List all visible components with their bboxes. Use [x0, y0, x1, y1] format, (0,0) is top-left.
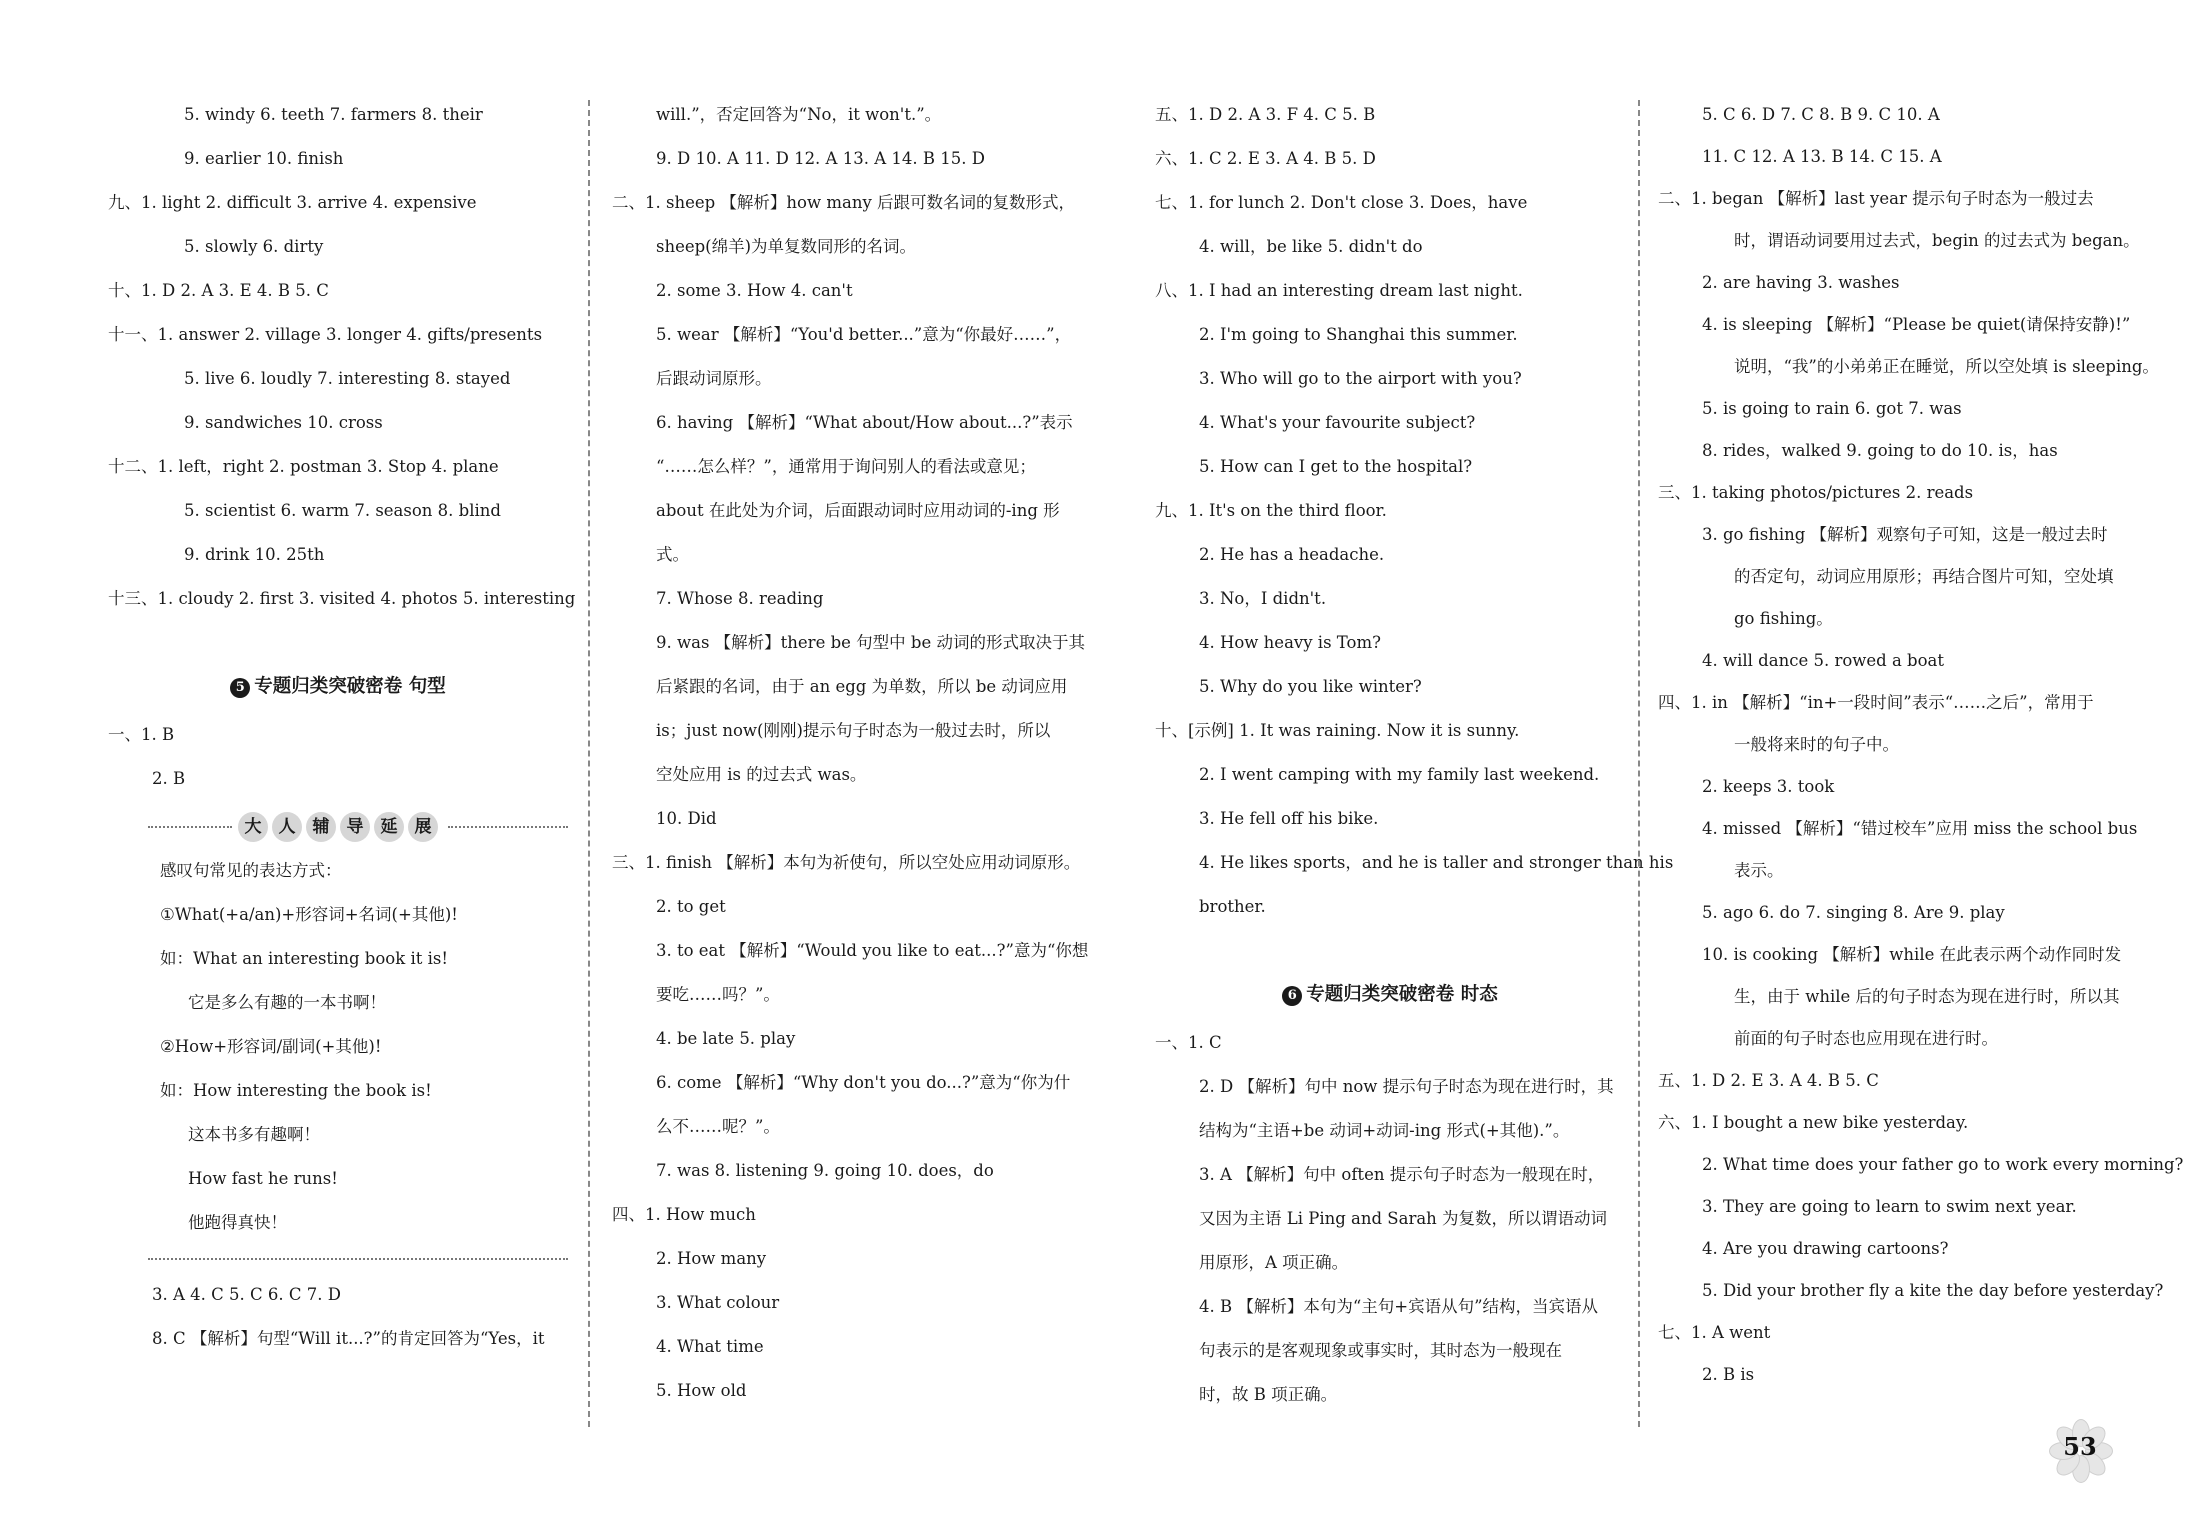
page-number-badge — [2048, 1418, 2112, 1482]
expand-title-char: 延 — [374, 812, 404, 842]
answer-line: 3. No，I didn't. — [1199, 589, 1327, 608]
answer-line: 5. ago 6. do 7. singing 8. Are 9. play — [1702, 903, 2005, 922]
section-title: 专题归类突破密卷 时态 — [1306, 984, 1498, 1005]
answer-line: brother. — [1199, 897, 1266, 916]
column-4 — [1658, 100, 2184, 1419]
answer-line: 5. How can I get to the hospital? — [1199, 457, 1473, 476]
answer-line: 9. drink 10. 25th — [184, 545, 325, 564]
answer-line: 4. will，be like 5. didn't do — [1199, 237, 1423, 256]
page-number: 53 — [2063, 1432, 2097, 1461]
answer-line: 时，故 B 项正确。 — [1199, 1385, 1338, 1404]
answer-line: 2. are having 3. washes — [1702, 273, 1900, 292]
answer-line: 说明，“我”的小弟弟正在睡觉，所以空处填 is sleeping。 — [1734, 357, 2159, 376]
expand-box-header — [108, 806, 568, 846]
section-title: 专题归类突破密卷 句型 — [254, 676, 446, 697]
answer-line: 4. will dance 5. rowed a boat — [1702, 651, 1945, 670]
expand-line: 他跑得真快！ — [188, 1213, 287, 1232]
answer-line: 4. missed 【解析】“错过校车”应用 miss the school bus — [1702, 819, 2138, 838]
answer-line: sheep(绵羊)为单复数同形的名词。 — [656, 237, 917, 256]
answer-line: 4. How heavy is Tom? — [1199, 633, 1381, 652]
answer-line: 5. Why do you like winter? — [1199, 677, 1422, 696]
answer-line: 九、1. It's on the third floor. — [1155, 501, 1387, 520]
answer-line: 十、[示例] 1. It was raining. Now it is sunny. — [1155, 721, 1520, 740]
expand-line: ①What(+a/an)+形容词+名词(+其他)! — [160, 905, 458, 924]
expand-title-char: 大 — [238, 812, 268, 842]
answer-line: 6. having 【解析】“What about/How about...?”表示 — [656, 413, 1073, 432]
answer-line: 2. He has a headache. — [1199, 545, 1385, 564]
answer-line: 3. He fell off his bike. — [1199, 809, 1379, 828]
answer-line: 5. is going to rain 6. got 7. was — [1702, 399, 1962, 418]
answer-line: 的否定句，动词应用原形；再结合图片可知，空处填 — [1734, 567, 2114, 586]
answer-line: 6. come 【解析】“Why don't you do...?”意为“你为什 — [656, 1073, 1071, 1092]
answer-line: 五、1. D 2. E 3. A 4. B 5. C — [1658, 1071, 1879, 1090]
answer-line: 9. D 10. A 11. D 12. A 13. A 14. B 15. D — [656, 149, 985, 168]
answer-line: 11. C 12. A 13. B 14. C 15. A — [1702, 147, 1942, 166]
answer-line: 一、1. B — [108, 725, 175, 744]
section-number-badge: 5 — [230, 678, 250, 698]
expand-line: 它是多么有趣的一本书啊！ — [188, 993, 386, 1012]
answer-line: 句表示的是客观现象或事实时，其时态为一般现在 — [1199, 1341, 1562, 1360]
answer-line: 二、1. began 【解析】last year 提示句子时态为一般过去 — [1658, 189, 2094, 208]
answer-line: 4. Are you drawing cartoons? — [1702, 1239, 1949, 1258]
answer-line: 9. was 【解析】there be 句型中 be 动词的形式取决于其 — [656, 633, 1085, 652]
answer-line: 六、1. C 2. E 3. A 4. B 5. D — [1155, 149, 1376, 168]
answer-line: 生，由于 while 后的句子时态为现在进行时，所以其 — [1734, 987, 2120, 1006]
column-divider — [1638, 100, 1640, 1427]
answer-line: about 在此处为介词，后面跟动词时应用动词的-ing 形 — [656, 501, 1060, 520]
answer-line: 2. keeps 3. took — [1702, 777, 1835, 796]
answer-line: 5. slowly 6. dirty — [184, 237, 324, 256]
answer-line: 时，谓语动词要用过去式，begin 的过去式为 began。 — [1734, 231, 2140, 250]
answer-line: 四、1. How much — [612, 1205, 756, 1224]
answer-line: 4. He likes sports，and he is taller and stronger than his — [1199, 853, 1674, 872]
answer-line: 2. I went camping with my family last weekend. — [1199, 765, 1600, 784]
answer-line: 一、1. C — [1155, 1033, 1222, 1052]
answer-line: 结构为“主语+be 动词+动词-ing 形式(+其他).”。 — [1199, 1121, 1570, 1140]
answer-line: 么不……呢？”。 — [656, 1117, 780, 1136]
answer-line: 3. to eat 【解析】“Would you like to eat...?”意为“你想 — [656, 941, 1089, 960]
answer-line: 3. They are going to learn to swim next year. — [1702, 1197, 2077, 1216]
column-3 — [1155, 100, 1674, 1419]
answer-line: 前面的句子时态也应用现在进行时。 — [1734, 1029, 1998, 1048]
answer-line: 2. B is — [1702, 1365, 1755, 1384]
answer-line: 3. A 4. C 5. C 6. C 7. D — [152, 1285, 341, 1304]
answer-line: 10. is cooking 【解析】while 在此表示两个动作同时发 — [1702, 945, 2122, 964]
answer-line: 六、1. I bought a new bike yesterday. — [1658, 1113, 1969, 1132]
answer-line: is；just now(刚刚)提示句子时态为一般过去时，所以 — [656, 721, 1051, 740]
answer-line: 4. What time — [656, 1337, 764, 1356]
expand-title-char: 人 — [272, 812, 302, 842]
answer-line: 5. Did your brother fly a kite the day before yesterday? — [1702, 1281, 2164, 1300]
answer-line: “……怎么样？”，通常用于询问别人的看法或意见； — [656, 457, 1036, 476]
column-2 — [612, 100, 1089, 1419]
answer-line: 又因为主语 Li Ping and Sarah 为复数，所以谓语动词 — [1199, 1209, 1608, 1228]
answer-line: 2. How many — [656, 1249, 767, 1268]
section-heading — [108, 672, 568, 698]
answer-line: 空处应用 is 的过去式 was。 — [656, 765, 867, 784]
answer-line: 5. C 6. D 7. C 8. B 9. C 10. A — [1702, 105, 1940, 124]
answer-line: 七、1. A went — [1658, 1323, 1771, 1342]
answer-line: 4. B 【解析】本句为“主句+宾语从句”结构，当宾语从 — [1199, 1297, 1599, 1316]
answer-line: 2. B — [152, 769, 186, 788]
answer-line: 2. some 3. How 4. can't — [656, 281, 853, 300]
answer-line: 10. Did — [656, 809, 717, 828]
answer-line: 十一、1. answer 2. village 3. longer 4. gifts/presents — [108, 325, 543, 344]
answer-line: 5. How old — [656, 1381, 747, 1400]
answer-line: 一般将来时的句子中。 — [1734, 735, 1899, 754]
answer-line: 7. was 8. listening 9. going 10. does，do — [656, 1161, 994, 1180]
answer-line: 5. windy 6. teeth 7. farmers 8. their — [184, 105, 483, 124]
expand-title-char: 辅 — [306, 812, 336, 842]
answer-line: 十、1. D 2. A 3. E 4. B 5. C — [108, 281, 329, 300]
answer-line: 十二、1. left，right 2. postman 3. Stop 4. plane — [108, 457, 499, 476]
expand-title-char: 展 — [408, 812, 438, 842]
answer-line: 十三、1. cloudy 2. first 3. visited 4. photos 5. interesting — [108, 589, 576, 608]
answer-line: 2. What time does your father go to work every morning? — [1702, 1155, 2184, 1174]
answer-line: 9. earlier 10. finish — [184, 149, 344, 168]
answer-line: 后跟动词原形。 — [656, 369, 772, 388]
answer-line: 四、1. in 【解析】“in+一段时间”表示“……之后”，常用于 — [1658, 693, 2094, 712]
answer-line: 5. scientist 6. warm 7. season 8. blind — [184, 501, 501, 520]
answer-line: 4. be late 5. play — [656, 1029, 796, 1048]
answer-line: 5. wear 【解析】“You'd better...”意为“你最好……”， — [656, 325, 1072, 344]
expand-line: 如：How interesting the book is! — [160, 1081, 432, 1100]
answer-line: 7. Whose 8. reading — [656, 589, 824, 608]
expand-line: 感叹句常见的表达方式： — [160, 861, 342, 880]
answer-line: 后紧跟的名词，由于 an egg 为单数，所以 be 动词应用 — [656, 677, 1068, 696]
answer-line: 八、1. I had an interesting dream last night. — [1155, 281, 1523, 300]
answer-line: 3. A 【解析】句中 often 提示句子时态为一般现在时， — [1199, 1165, 1605, 1184]
answer-line: 8. C 【解析】句型“Will it...?”的肯定回答为“Yes，it — [152, 1329, 545, 1348]
answer-line: 五、1. D 2. A 3. F 4. C 5. B — [1155, 105, 1376, 124]
answer-line: 用原形，A 项正确。 — [1199, 1253, 1349, 1272]
answer-line: 二、1. sheep 【解析】how many 后跟可数名词的复数形式， — [612, 193, 1076, 212]
answer-line: 4. What's your favourite subject? — [1199, 413, 1476, 432]
answer-line: 5. live 6. loudly 7. interesting 8. stayed — [184, 369, 511, 388]
expand-line: ②How+形容词/副词(+其他)! — [160, 1037, 382, 1056]
answer-line: will.”，否定回答为“No，it won't.”。 — [656, 105, 942, 124]
answer-line: 七、1. for lunch 2. Don't close 3. Does，have — [1155, 193, 1528, 212]
answer-line: 2. to get — [656, 897, 726, 916]
answer-line: 表示。 — [1734, 861, 1784, 880]
answer-line: 3. What colour — [656, 1293, 780, 1312]
answer-line: 要吃……吗？”。 — [656, 985, 780, 1004]
section-number-badge: 6 — [1282, 986, 1302, 1006]
section-heading — [1155, 980, 1625, 1006]
column-1 — [108, 100, 576, 1419]
expand-title-char: 导 — [340, 812, 370, 842]
answer-line: 三、1. finish 【解析】本句为祈使句，所以空处应用动词原形。 — [612, 853, 1081, 872]
expand-line: How fast he runs! — [188, 1169, 338, 1188]
answer-line: 3. Who will go to the airport with you? — [1199, 369, 1522, 388]
answer-line: 式。 — [656, 545, 689, 564]
expand-line: 这本书多有趣啊！ — [188, 1125, 320, 1144]
answer-line: 2. I'm going to Shanghai this summer. — [1199, 325, 1518, 344]
answer-line: 9. sandwiches 10. cross — [184, 413, 383, 432]
expand-line: 如：What an interesting book it is! — [160, 949, 448, 968]
answer-line: go fishing。 — [1734, 609, 1833, 628]
column-divider — [588, 100, 590, 1427]
answer-line: 三、1. taking photos/pictures 2. reads — [1658, 483, 1974, 502]
answer-line: 3. go fishing 【解析】观察句子可知，这是一般过去时 — [1702, 525, 2108, 544]
answer-line: 九、1. light 2. difficult 3. arrive 4. expensive — [108, 193, 477, 212]
answer-line: 2. D 【解析】句中 now 提示句子时态为现在进行时，其 — [1199, 1077, 1614, 1096]
expand-box-bottom-border — [148, 1258, 568, 1260]
answer-line: 8. rides，walked 9. going to do 10. is，has — [1702, 441, 2058, 460]
answer-line: 4. is sleeping 【解析】“Please be quiet(请保持安静)!” — [1702, 315, 2131, 334]
